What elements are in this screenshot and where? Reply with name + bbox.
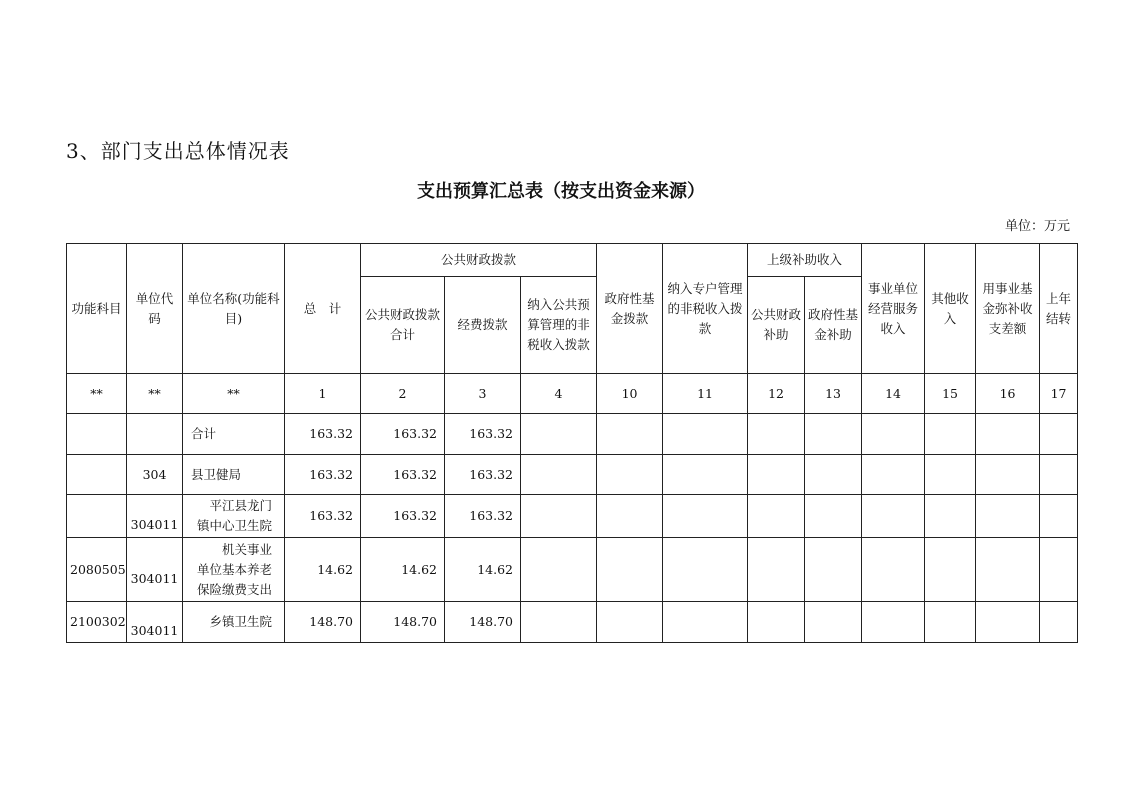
empty-cell [748, 602, 805, 643]
index-cell: 15 [925, 374, 976, 414]
operating-cell: 148.70 [445, 602, 521, 643]
index-cell: 3 [445, 374, 521, 414]
pf-subtotal-cell: 163.32 [361, 414, 445, 455]
empty-cell [1040, 414, 1078, 455]
header-unit-name: 单位名称(功能科目) [183, 244, 285, 374]
index-cell: 4 [521, 374, 597, 414]
pf-subtotal-cell: 163.32 [361, 455, 445, 495]
empty-cell [1040, 495, 1078, 538]
unit-code-text: 304011 [130, 570, 179, 586]
budget-table [66, 243, 1078, 643]
unit-name-cell [183, 538, 285, 602]
func-code-cell [67, 414, 127, 455]
header-operating: 经费拨款 [445, 277, 521, 374]
empty-cell [597, 602, 663, 643]
operating-cell: 163.32 [445, 495, 521, 538]
unit-code-cell [127, 414, 183, 455]
empty-cell [976, 538, 1040, 602]
empty-cell [748, 538, 805, 602]
table-row [67, 602, 1078, 643]
empty-cell [976, 602, 1040, 643]
header-sup-fund: 政府性基金补助 [805, 277, 862, 374]
empty-cell [925, 414, 976, 455]
header-total: 总 计 [285, 244, 361, 374]
empty-cell [663, 414, 748, 455]
header-non-tax: 纳入公共预算管理的非税收入拨款 [521, 277, 597, 374]
index-cell: 2 [361, 374, 445, 414]
index-cell: 14 [862, 374, 925, 414]
header-special-non-tax: 纳入专户管理的非税收入拨款 [663, 244, 748, 374]
unit-name-line: 单位基本养老 [196, 561, 272, 577]
index-cell: 13 [805, 374, 862, 414]
pf-subtotal-cell: 14.62 [361, 538, 445, 602]
section-title: 3、部门支出总体情况表 [66, 139, 290, 163]
index-cell: 17 [1040, 374, 1078, 414]
empty-cell [805, 602, 862, 643]
empty-cell [1040, 538, 1078, 602]
unit-name-cell: 县卫健局 [183, 455, 285, 495]
empty-cell [862, 602, 925, 643]
empty-cell [1040, 602, 1078, 643]
empty-cell [805, 455, 862, 495]
empty-cell [862, 495, 925, 538]
total-cell: 163.32 [285, 455, 361, 495]
unit-name-line: 保险缴费支出 [196, 581, 272, 597]
table-row [67, 538, 1078, 602]
empty-cell [805, 538, 862, 602]
empty-cell [663, 538, 748, 602]
empty-cell [521, 538, 597, 602]
operating-cell: 163.32 [445, 414, 521, 455]
table-row [67, 414, 1078, 455]
unit-name-line: 机关事业 [221, 541, 272, 557]
empty-cell [925, 602, 976, 643]
empty-cell [748, 455, 805, 495]
unit-code-cell [127, 495, 183, 538]
unit-code-cell [127, 602, 183, 643]
index-cell: 12 [748, 374, 805, 414]
index-cell: 11 [663, 374, 748, 414]
empty-cell [521, 455, 597, 495]
header-business-income: 事业单位经营服务收入 [862, 244, 925, 374]
table-title: 支出预算汇总表（按支出资金来源） [417, 181, 705, 202]
func-code-cell: 2080505 [67, 538, 127, 602]
empty-cell [597, 495, 663, 538]
empty-cell [663, 602, 748, 643]
pf-subtotal-cell: 148.70 [361, 602, 445, 643]
empty-cell [597, 414, 663, 455]
index-cell: 16 [976, 374, 1040, 414]
unit-name-cell [183, 495, 285, 538]
empty-cell [663, 495, 748, 538]
total-cell: 14.62 [285, 538, 361, 602]
index-row [67, 374, 1078, 414]
header-public-finance: 公共财政拨款 [361, 244, 597, 277]
index-cell: 1 [285, 374, 361, 414]
unit-code-text: 304011 [130, 623, 179, 638]
total-cell: 163.32 [285, 414, 361, 455]
empty-cell [976, 414, 1040, 455]
empty-cell [748, 414, 805, 455]
empty-cell [521, 495, 597, 538]
pf-subtotal-cell: 163.32 [361, 495, 445, 538]
index-cell: ** [67, 374, 127, 414]
unit-label: 单位：万元 [1004, 219, 1070, 234]
empty-cell [805, 495, 862, 538]
unit-name-line: 镇中心卫生院 [196, 518, 272, 533]
empty-cell [521, 414, 597, 455]
func-code-cell: 2100302 [67, 602, 127, 643]
func-code-cell [67, 455, 127, 495]
table-row [67, 495, 1078, 538]
empty-cell [862, 455, 925, 495]
empty-cell [748, 495, 805, 538]
unit-name-cell: 乡镇卫生院 [183, 602, 285, 643]
index-cell: 10 [597, 374, 663, 414]
header-superior-subsidy: 上级补助收入 [748, 244, 862, 277]
header-pf-subtotal: 公共财政拨款合计 [361, 277, 445, 374]
empty-cell [663, 455, 748, 495]
header-unit-code: 单位代码 [127, 244, 183, 374]
empty-cell [976, 495, 1040, 538]
empty-cell [597, 538, 663, 602]
header-other-income: 其他收入 [925, 244, 976, 374]
header-gov-fund: 政府性基金拨款 [597, 244, 663, 374]
empty-cell [862, 414, 925, 455]
index-cell: ** [183, 374, 285, 414]
header-carryover: 上年结转 [1040, 244, 1078, 374]
unit-code-cell [127, 538, 183, 602]
header-sup-public: 公共财政补助 [748, 277, 805, 374]
empty-cell [925, 455, 976, 495]
total-cell: 163.32 [285, 495, 361, 538]
empty-cell [805, 414, 862, 455]
table-row [67, 455, 1078, 495]
empty-cell [976, 455, 1040, 495]
index-cell: ** [127, 374, 183, 414]
unit-name-line: 平江县龙门 [209, 498, 272, 513]
header-row-1 [67, 244, 1078, 277]
operating-cell: 163.32 [445, 455, 521, 495]
empty-cell [925, 538, 976, 602]
func-code-cell [67, 495, 127, 538]
empty-cell [925, 495, 976, 538]
unit-code-text: 304011 [130, 517, 179, 532]
empty-cell [862, 538, 925, 602]
header-func-code: 功能科目 [67, 244, 127, 374]
header-reserve-fund: 用事业基金弥补收支差额 [976, 244, 1040, 374]
total-cell: 148.70 [285, 602, 361, 643]
unit-name-cell: 合计 [183, 414, 285, 455]
unit-code-cell: 304 [127, 455, 183, 495]
operating-cell: 14.62 [445, 538, 521, 602]
empty-cell [597, 455, 663, 495]
empty-cell [521, 602, 597, 643]
empty-cell [1040, 455, 1078, 495]
